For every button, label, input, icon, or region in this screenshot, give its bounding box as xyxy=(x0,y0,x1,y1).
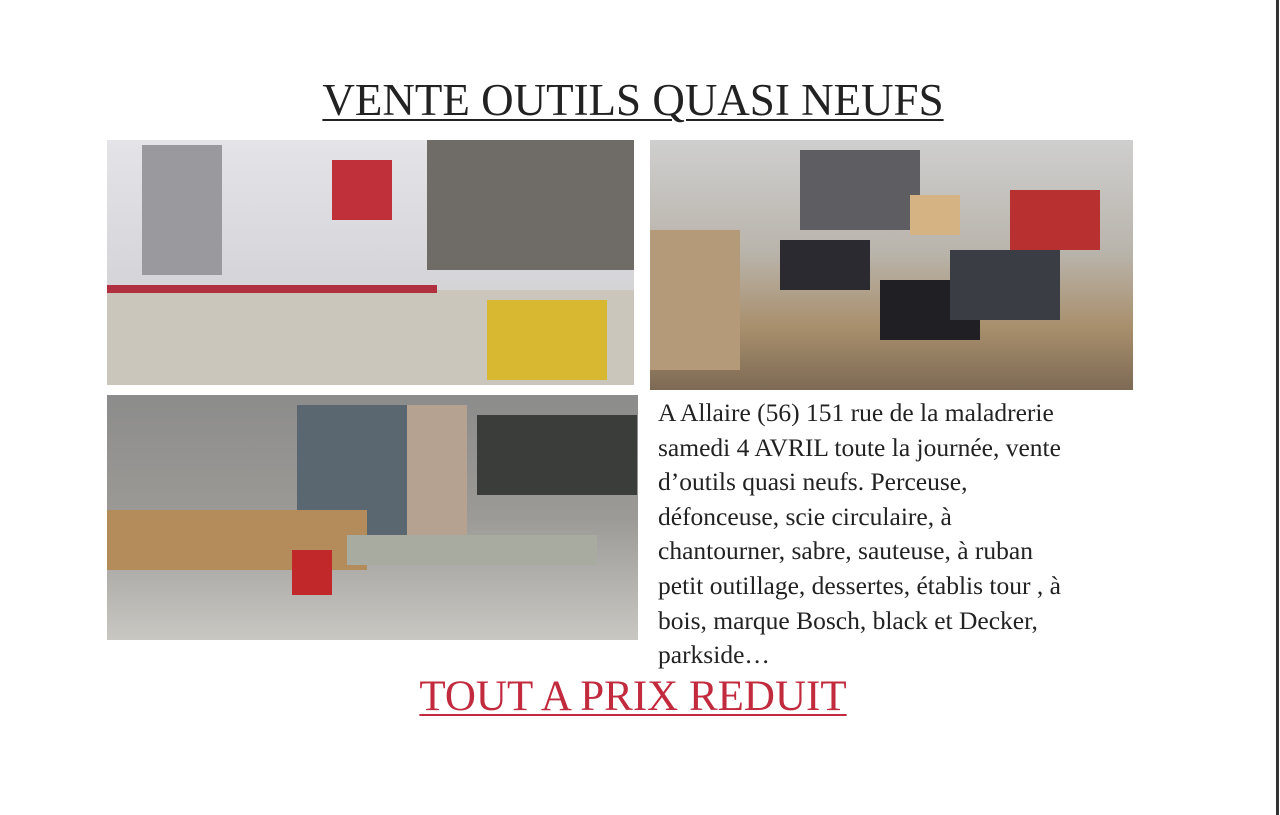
description-line: A Allaire (56) 151 rue de la maladrerie xyxy=(658,398,1054,427)
description-line: petit outillage, dessertes, établis tour , à xyxy=(658,570,1061,600)
description-line: samedi 4 AVRIL toute la journée, vente xyxy=(658,432,1061,462)
description-line: d’outils quasi neufs. Perceuse, xyxy=(658,467,968,497)
promo-banner xyxy=(0,672,1266,721)
description-line: défonceuse, scie circulaire, à xyxy=(658,501,952,531)
photo-saws-workshop xyxy=(107,140,634,385)
description-line: bois, marque Bosch, black et Decker, xyxy=(658,605,1038,635)
scan-edge-line xyxy=(1276,0,1279,815)
flyer-description xyxy=(658,396,1158,673)
description-line: chantourner, sabre, sauteuse, à ruban xyxy=(658,536,1033,566)
flyer-title-text: VENTE OUTILS QUASI NEUFS xyxy=(322,75,944,125)
photo-power-tools-table xyxy=(650,140,1133,390)
photo-garage-benches xyxy=(107,395,638,640)
flyer-title xyxy=(0,74,1266,126)
description-line: parkside… xyxy=(658,640,770,670)
promo-text: TOUT A PRIX REDUIT xyxy=(419,673,847,720)
